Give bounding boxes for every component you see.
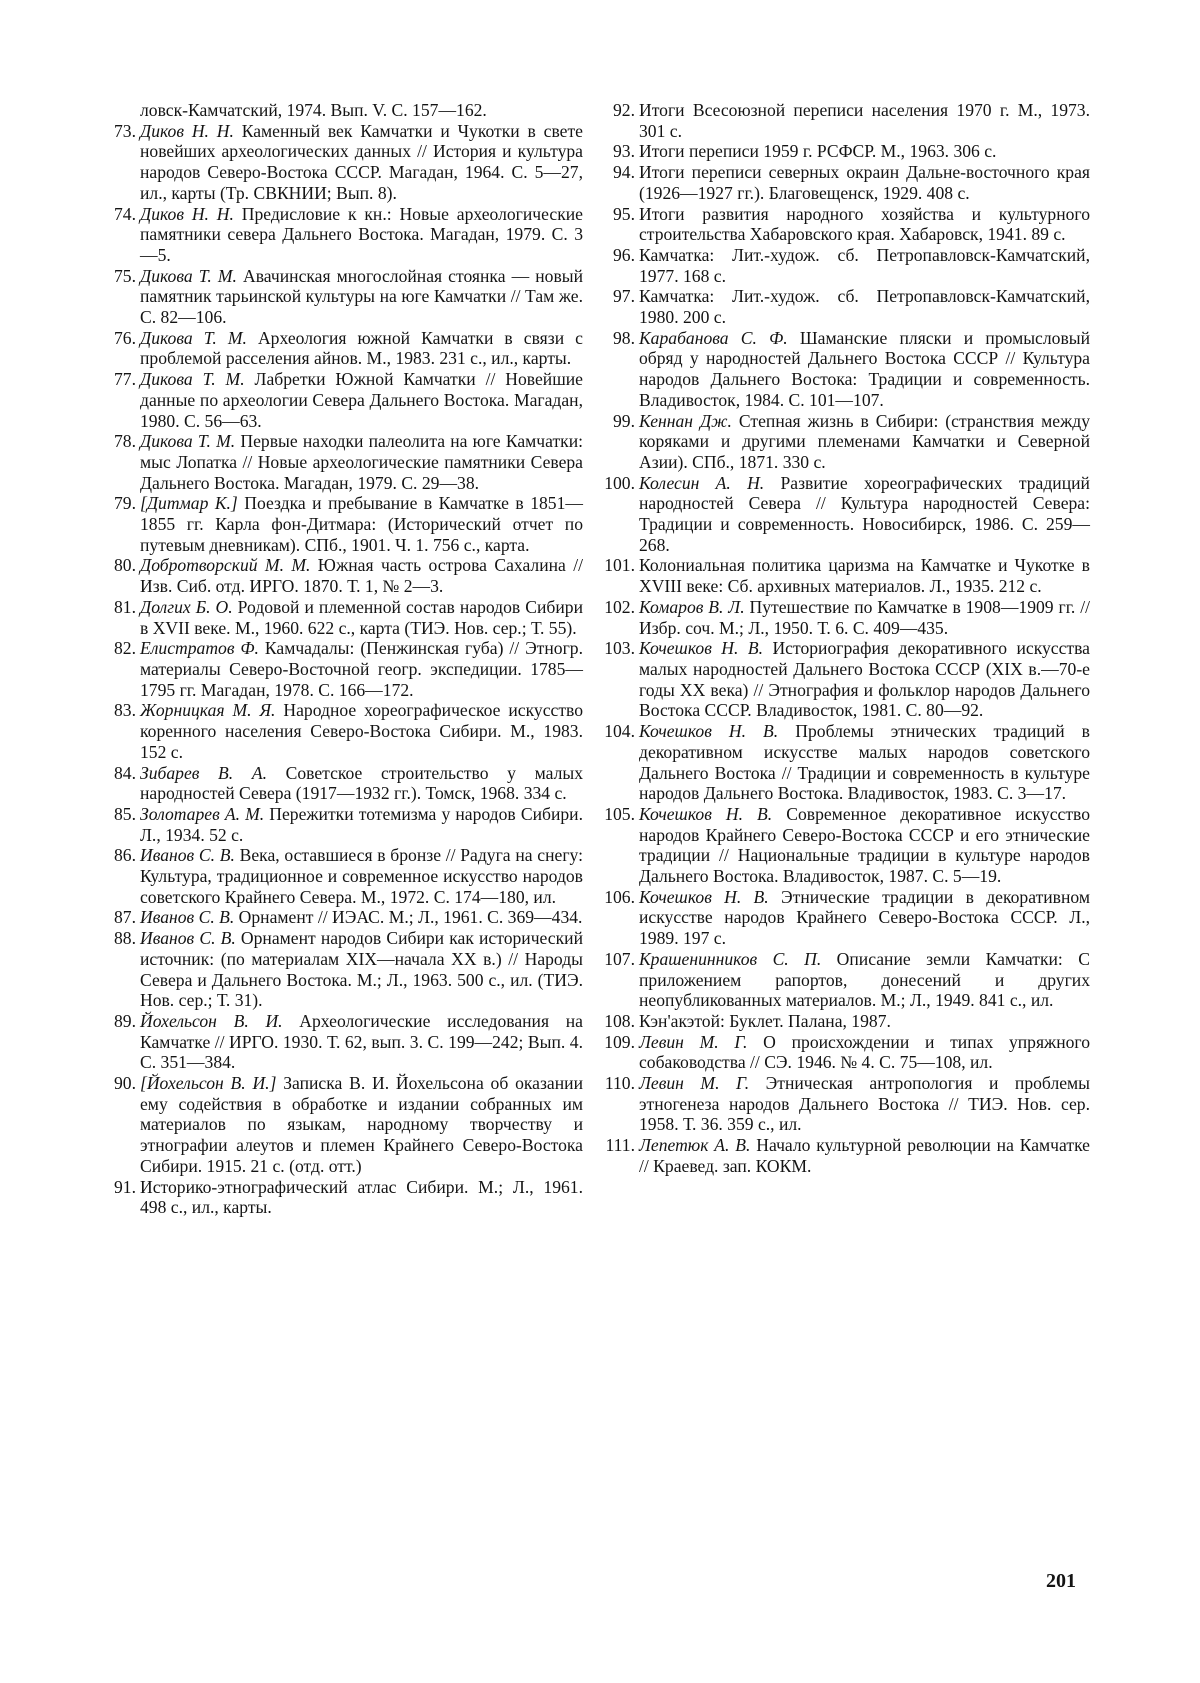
entry-text: Первые находки палеолита на юге Камчатки: мыс Лопатка // Новые археологические памятники Севера Дальнего Востока. Магадан, 1979. С. 29—38.: [140, 431, 584, 493]
reference-entry: [98, 431, 583, 493]
entry-text: Историография декоративного искусства малых народностей Дальнего Востока СССР (XIX в.—70-е годы XX века) // Этнография и фольклор народов Дальнего Востока СССР. Владивосток, 1981. С. 80—92.: [639, 638, 1090, 721]
entry-text: Каменный век Камчатки и Чукотки в свете новейших археологических данных // История и культура народов Северо-Востока СССР. Магадан, 1964. С. 5—27, ил., карты (Тр. СВКНИИ; Вып. 8).: [140, 120, 583, 203]
entry-author: Дикова Т. М.: [140, 327, 247, 348]
entry-text: Этническая антропология и проблемы этногенеза народов Дальнего Востока // ТИЭ. Нов. сер. 1958. Т. 36. 359 с., ил.: [639, 1073, 1090, 1135]
entry-author: Золотарев А. М.: [140, 803, 265, 824]
reference-entry: [597, 245, 1090, 286]
entry-author: Жорницкая М. Я.: [140, 700, 276, 721]
entry-author: Дикова Т. М.: [140, 369, 245, 390]
entry-number: 83.: [114, 700, 136, 721]
reference-entry: [98, 555, 583, 596]
entry-number: 73.: [114, 120, 136, 141]
entry-author: Лепетюк А. В.: [639, 1135, 751, 1156]
reference-entry: [597, 100, 1090, 141]
reference-entry: [98, 1011, 583, 1073]
entry-text: Южная часть острова Сахалина // Изв. Сиб. отд. ИРГО. 1870. Т. 1, № 2—3.: [140, 555, 583, 597]
entry-text: Описание земли Камчатки: С приложением рапортов, донесений и других неопубликованных материалов. М.; Л., 1949. 841 с., ил.: [639, 948, 1090, 1011]
entry-text: Камчатка: Лит.-худож. сб. Петропавловск-Камчатский, 1980. 200 с.: [639, 286, 1090, 328]
entry-author: Левин М. Г.: [639, 1073, 750, 1094]
entry-text: Кэн'акэтой: Буклет. Палана, 1987.: [639, 1010, 891, 1031]
reference-entry: [597, 949, 1090, 1011]
entry-author: [Йохельсон В. И.]: [140, 1073, 277, 1094]
entry-number: 75.: [114, 265, 136, 286]
entry-number: 111.: [605, 1135, 635, 1156]
reference-entry: [98, 804, 583, 845]
entry-number: 90.: [114, 1073, 136, 1094]
entry-author: Диков Н. Н.: [140, 203, 234, 224]
entry-number: 86.: [114, 845, 136, 866]
entry-author: Кочешков Н. В.: [639, 886, 769, 907]
entry-text: Степная жизнь в Сибири: (странствия между коряками и другими племенами Камчатки и Северной Азии). СПб., 1871. 330 с.: [639, 410, 1090, 472]
entry-text: Путешествие по Камчатке в 1908—1909 гг. // Избр. соч. М.; Л., 1950. Т. 6. С. 409—435.: [639, 596, 1090, 638]
reference-entry: [98, 928, 583, 1011]
entry-text: Начало культурной революции на Камчатке // Краевед. зап. КОКМ.: [639, 1135, 1090, 1176]
reference-entry: [597, 328, 1090, 411]
entry-number: 94.: [613, 162, 635, 183]
entry-text: Колониальная политика царизма на Камчатке и Чукотке в XVIII веке: Сб. архивных материалов. Л., 1935. 212 с.: [639, 555, 1090, 597]
entry-author: Иванов С. В.: [140, 928, 236, 949]
entry-number: 107.: [604, 948, 635, 969]
reference-entry: [597, 1135, 1090, 1176]
entry-author: Левин М. Г.: [639, 1031, 748, 1052]
reference-entry: [98, 763, 583, 804]
entry-text: Шаманские пляски и промысловый обряд у народностей Дальнего Востока СССР // Культура народов Дальнего Востока: Традиции и современность. Владивосток, 1984. С. 101—107.: [639, 327, 1090, 410]
left-reference-list: [98, 121, 583, 1218]
entry-number: 93.: [613, 141, 635, 162]
entry-number: 79.: [114, 493, 136, 514]
entry-number: 77.: [114, 369, 136, 390]
entry-author: Карабанова С. Ф.: [639, 327, 788, 348]
reference-entry: [597, 473, 1090, 556]
entry-number: 103.: [604, 638, 635, 659]
entry-text: Камчатка: Лит.-худож. сб. Петропавловск-Камчатский, 1977. 168 с.: [639, 244, 1090, 286]
entry-text: Поездка и пребывание в Камчатке в 1851—1855 гг. Карла фон-Дитмара: (Исторический отчет по путевым дневникам). СПб., 1901. Ч. 1. 756 с., карта.: [140, 493, 583, 555]
reference-entry: [597, 804, 1090, 887]
entry-author: Диков Н. Н.: [140, 120, 234, 141]
entry-text: Археологические исследования на Камчатке // ИРГО. 1930. Т. 62, вып. 3. С. 199—242; Вып. 4. С. 351—384.: [140, 1010, 583, 1073]
reference-entry: [98, 907, 583, 928]
entry-author: Дикова Т. М.: [140, 431, 236, 452]
entry-author: Зибарев В. А.: [140, 762, 267, 783]
entry-number: 102.: [604, 596, 635, 617]
entry-number: 84.: [114, 762, 136, 783]
entry-author: Долгих Б. О.: [140, 596, 233, 617]
reference-entry: [98, 597, 583, 638]
entry-author: Кочешков Н. В.: [639, 638, 764, 659]
reference-entry: [98, 204, 583, 266]
entry-number: 74.: [114, 203, 136, 224]
entry-number: 104.: [604, 721, 635, 742]
entry-author: Дикова Т. М.: [140, 265, 237, 286]
reference-entry: [597, 1011, 1090, 1032]
entry-number: 108.: [604, 1010, 635, 1031]
entry-text: Орнамент // ИЭАС. М.; Л., 1961. С. 369—434.: [234, 907, 583, 928]
entry-number: 95.: [613, 203, 635, 224]
entry-number: 88.: [114, 928, 136, 949]
reference-entry: [597, 411, 1090, 473]
entry-text: Итоги Всесоюзной переписи населения 1970 г. М., 1973. 301 с.: [639, 100, 1090, 141]
entry-number: 100.: [604, 472, 635, 493]
left-column: [98, 100, 583, 1218]
reference-entry: [597, 555, 1090, 596]
entry-author: Иванов С. В.: [140, 845, 235, 866]
entry-author: Елистратов Ф.: [140, 638, 259, 659]
entry-text: Археология южной Камчатки в связи с проблемой расселения айнов. М., 1983. 231 с., ил., карты.: [140, 327, 583, 369]
entry-text: Итоги переписи 1959 г. РСФСР. М., 1963. 306 с.: [639, 141, 997, 162]
entry-number: 76.: [114, 327, 136, 348]
reference-entry: [98, 121, 583, 204]
entry-author: Кочешков Н. В.: [639, 721, 779, 742]
entry-text: Развитие хореографических традиций народностей Севера // Культура народностей Севера: Традиции и современность. Новосибирск, 1986. С. 259—268.: [639, 472, 1090, 555]
entry-number: 99.: [613, 410, 635, 431]
reference-entry: [597, 141, 1090, 162]
entry-text: Века, оставшиеся в бронзе // Радуга на снегу: Культура, традиционное и современное искусство народов советского Крайнего Севера. М., 1972. С. 174—180, ил.: [140, 845, 583, 907]
entry-number: 87.: [114, 907, 136, 928]
entry-author: Кеннан Дж.: [639, 410, 732, 431]
right-column: [597, 100, 1090, 1177]
continued-entry: ловск-Камчатский, 1974. Вып. V. С. 157—162.: [140, 100, 487, 120]
reference-entry: [98, 328, 583, 369]
entry-text: Современное декоративное искусство народов Крайнего Северо-Востока СССР и его этнические традиции // Национальные традиции в культуре народов Дальнего Востока. Владивосток, 1987. С. 5—19.: [639, 803, 1090, 887]
entry-text: Народное хореографическое искусство коренного населения Северо-Востока Сибири. М., 1983. 152 с.: [140, 700, 583, 762]
reference-entry: [98, 1073, 583, 1177]
reference-entry: [98, 700, 583, 762]
entry-number: 101.: [604, 555, 635, 576]
entry-author: [Дитмар К.]: [140, 493, 238, 514]
entry-number: 80.: [114, 555, 136, 576]
reference-entry: [597, 597, 1090, 638]
page-number: 201: [1046, 1570, 1076, 1592]
entry-text: Родовой и племенной состав народов Сибири в XVII веке. М., 1960. 622 с., карта (ТИЭ. Нов. сер.; Т. 55).: [140, 596, 583, 638]
entry-number: 106.: [604, 886, 635, 907]
reference-entry: [98, 493, 583, 555]
right-reference-list: [597, 100, 1090, 1177]
reference-entry: [98, 266, 583, 328]
entry-number: 89.: [114, 1010, 136, 1031]
reference-entry: [597, 1032, 1090, 1073]
reference-entry: [597, 638, 1090, 721]
reference-entry: [597, 1073, 1090, 1135]
reference-entry: [98, 845, 583, 907]
entry-author: Комаров В. Л.: [639, 596, 745, 617]
entry-text: Проблемы этнических традиций в декоративном искусстве малых народов советского Дальнего Востока // Традиции и современность в культуре народов Дальнего Востока. Владивосток, 1983. С. 3—17.: [639, 721, 1090, 804]
entry-number: 97.: [613, 286, 635, 307]
reference-entry: [597, 887, 1090, 949]
entry-number: 81.: [114, 596, 136, 617]
reference-entry: [597, 204, 1090, 245]
entry-text: Пережитки тотемизма у народов Сибири. Л., 1934. 52 с.: [140, 803, 583, 845]
entry-text: Предисловие к кн.: Новые археологические памятники севера Дальнего Востока. Магадан, 1979. С. 3—5.: [140, 203, 583, 265]
reference-entry: [98, 369, 583, 431]
entry-number: 98.: [613, 327, 635, 348]
reference-entry: [597, 721, 1090, 804]
entry-author: Йохельсон В. И.: [140, 1010, 283, 1031]
reference-entry: [597, 286, 1090, 327]
entry-number: 92.: [613, 100, 635, 120]
entry-text: Итоги развития народного хозяйства и культурного строительства Хабаровского края. Хабаровск, 1941. 89 с.: [639, 203, 1090, 245]
entry-number: 91.: [114, 1176, 136, 1197]
entry-text: Итоги переписи северных окраин Дальне-восточного края (1926—1927 гг.). Благовещенск, 1929. 408 с.: [639, 162, 1090, 203]
reference-entry: [98, 638, 583, 700]
entry-text: Авачинская многослойная стоянка — новый памятник тарьинской культуры на юге Камчатки // Там же. С. 82—106.: [140, 265, 583, 328]
entry-number: 78.: [114, 431, 136, 452]
entry-text: Орнамент народов Сибири как исторический источник: (по материалам XIX—начала XX в.) // Народы Севера и Дальнего Востока. М.; Л., 1963. 500 с., ил. (ТИЭ. Нов. сер.; Т. 31).: [140, 928, 583, 1011]
entry-text: О происхождении и типах упряжного собаководства // СЭ. 1946. № 4. С. 75—108, ил.: [639, 1031, 1090, 1073]
entry-number: 110.: [604, 1073, 635, 1094]
entry-text: Советское строительство у малых народностей Севера (1917—1932 гг.). Томск, 1968. 334 с.: [140, 762, 583, 804]
reference-entry: [98, 1177, 583, 1218]
entry-text: Этнические традиции в декоративном искусстве народов Крайнего Северо-Востока СССР. Л., 1989. 197 с.: [639, 886, 1090, 949]
entry-author: Иванов С. В.: [140, 907, 235, 928]
entry-number: 109.: [604, 1031, 635, 1052]
entry-number: 105.: [604, 803, 635, 824]
entry-number: 85.: [114, 803, 136, 824]
entry-text: Камчадалы: (Пенжинская губа) // Этногр. материалы Северо-Восточной геогр. экспедиции. 1785—1795 гг. Магадан, 1978. С. 166—172.: [140, 638, 583, 700]
entry-text: Записка В. И. Йохельсона об оказании ему содействия в обработке и издании собранных им материалов по языкам, народному творчеству и этнографии алеутов и племен Крайнего Северо-Востока Сибири. 1915. 21 с. (отд. отт.): [140, 1073, 583, 1176]
entry-author: Добротворский М. М.: [140, 555, 311, 576]
entry-author: Колесин А. Н.: [639, 472, 765, 493]
entry-text: Историко-этнографический атлас Сибири. М.; Л., 1961. 498 с., ил., карты.: [140, 1176, 583, 1218]
entry-number: 82.: [114, 638, 136, 659]
entry-number: 96.: [613, 244, 635, 265]
entry-author: Крашенинников С. П.: [639, 948, 822, 969]
entry-text: Лабретки Южной Камчатки // Новейшие данные по археологии Севера Дальнего Востока. Магадан, 1980. С. 56—63.: [140, 369, 583, 431]
entry-author: Кочешков Н. В.: [639, 803, 773, 824]
reference-entry: [597, 162, 1090, 203]
